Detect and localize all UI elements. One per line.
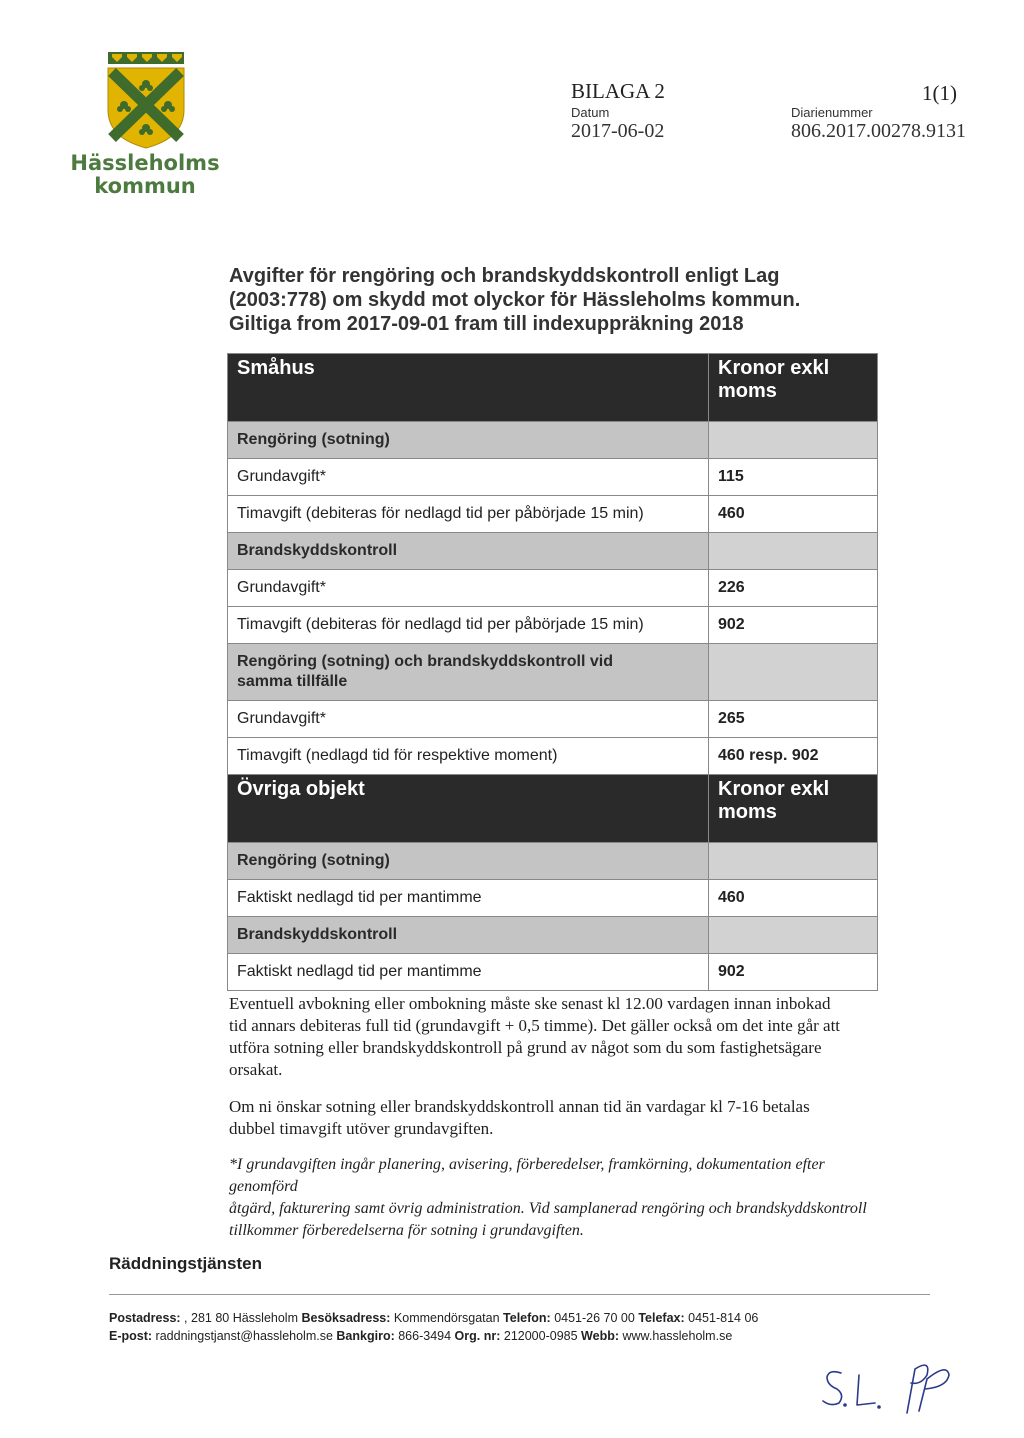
timavgift-combined-label: Timavgift (nedlagd tid för respektive moment)	[228, 738, 709, 775]
section-row	[228, 422, 878, 459]
municipality-coat-of-arms-logo	[104, 50, 188, 150]
brand-grund-value: 226	[709, 570, 878, 607]
section-row	[228, 917, 878, 954]
telefon-label: Telefon:	[503, 1311, 551, 1325]
rengoring-grund-value: 115	[709, 459, 878, 496]
title-line: Giltiga from 2017-09-01 fram till indexuppräkning 2018	[229, 313, 744, 335]
webb-value[interactable]: www.hassleholm.se	[622, 1329, 733, 1343]
document-title	[229, 264, 869, 336]
besoksadress-label: Besöksadress:	[301, 1311, 391, 1325]
section-row	[228, 843, 878, 880]
brand-tim-value: 902	[709, 607, 878, 644]
paragraph-line: utföra sotning eller brandskyddskontroll på grund av något som du som fastighetsägare	[229, 1038, 822, 1057]
dubbel-timavgift-paragraph	[229, 1096, 879, 1140]
mantimme-label: Faktiskt nedlagd tid per mantimme	[228, 954, 709, 991]
price-header-line1: Kronor exkl	[718, 357, 830, 379]
avbokning-paragraph	[229, 993, 879, 1081]
section-ovriga-rengoring: Rengöring (sotning)	[228, 843, 709, 880]
section-blank-cell	[709, 917, 878, 954]
grundavgift-label: Grundavgift*	[228, 459, 709, 496]
epost-label: E-post:	[109, 1329, 153, 1343]
orgnr-value: 212000-0985	[503, 1329, 578, 1343]
datum-label: Datum	[571, 105, 610, 120]
ovriga-rengoring-value: 460	[709, 880, 878, 917]
handwritten-signature	[815, 1345, 965, 1415]
title-line: (2003:778) om skydd mot olyckor för Hässleholms kommun.	[229, 289, 801, 311]
bankgiro-value: 866-3494	[398, 1329, 452, 1343]
section-blank-cell	[709, 533, 878, 570]
section-blank-cell	[709, 644, 878, 701]
paragraph-line: dubbel timavgift utöver grundavgiften.	[229, 1119, 494, 1138]
rengoring-tim-value: 460	[709, 496, 878, 533]
section-ovriga-brand: Brandskyddskontroll	[228, 917, 709, 954]
department-name: Räddningstjänsten	[109, 1254, 263, 1273]
paragraph-line: *I grundavgiften ingår planering, avisering, förberedelser, framkörning, dokumentation efter genomförd	[229, 1156, 825, 1195]
paragraph-line: Om ni önskar sotning eller brandskyddskontroll annan tid än vardagar kl 7-16 betalas	[229, 1097, 810, 1116]
price-header	[709, 775, 878, 843]
section-combined-line1: Rengöring (sotning) och brandskyddskontroll vid	[237, 653, 614, 670]
fee-table	[227, 353, 878, 991]
combined-tim-value: 460 resp. 902	[709, 738, 878, 775]
paragraph-line: tillkommer förberedelserna för sotning i grundavgiften.	[229, 1222, 584, 1239]
section-combined	[228, 644, 709, 701]
section-combined-line2: samma tillfälle	[237, 673, 348, 690]
smahus-header: Småhus	[228, 354, 709, 422]
page-number: 1(1)	[922, 81, 957, 105]
ovriga-objekt-header: Övriga objekt	[228, 775, 709, 843]
section-row	[228, 533, 878, 570]
combined-grund-value: 265	[709, 701, 878, 738]
paragraph-line: orsakat.	[229, 1060, 283, 1079]
paragraph-line: tid annars debiteras full tid (grundavgift + 0,5 timme). Det gäller också om det inte går att	[229, 1016, 841, 1035]
diarienummer-label: Diarienummer	[791, 105, 873, 120]
paragraph-line: Eventuell avbokning eller ombokning måste ske senast kl 12.00 vardagen innan inbokad	[229, 994, 831, 1013]
paragraph-line: åtgärd, fakturering samt övrig administration. Vid samplanerad rengöring och brandskyddskontroll	[229, 1200, 867, 1217]
table-row	[228, 570, 878, 607]
municipality-name	[70, 152, 220, 198]
timavgift-label: Timavgift (debiteras för nedlagd tid per påbörjade 15 min)	[228, 607, 709, 644]
crown-icon	[108, 52, 184, 64]
ovriga-brand-value: 902	[709, 954, 878, 991]
price-header	[709, 354, 878, 422]
grundavgift-footnote	[229, 1154, 879, 1242]
footer-line-2	[109, 1329, 949, 1343]
footer-line-1	[109, 1311, 949, 1325]
epost-value[interactable]: raddningstjanst@hassleholm.se	[155, 1329, 333, 1343]
table-row	[228, 607, 878, 644]
telefax-value: 0451-814 06	[688, 1311, 759, 1325]
price-header-line2: moms	[718, 380, 777, 402]
orgnr-label: Org. nr:	[454, 1329, 501, 1343]
grundavgift-label: Grundavgift*	[228, 570, 709, 607]
telefax-label: Telefax:	[638, 1311, 685, 1325]
section-row	[228, 644, 878, 701]
municipality-name-line1: Hässleholms	[70, 151, 220, 175]
table-row	[228, 701, 878, 738]
table-row	[228, 459, 878, 496]
document-label: BILAGA 2	[571, 79, 665, 103]
bankgiro-label: Bankgiro:	[336, 1329, 395, 1343]
table-header-row	[228, 775, 878, 843]
postadress-label: Postadress:	[109, 1311, 181, 1325]
datum-value: 2017-06-02	[571, 120, 665, 142]
section-blank-cell	[709, 843, 878, 880]
title-line: Avgifter för rengöring och brandskyddskontroll enligt Lag	[229, 265, 780, 287]
timavgift-label: Timavgift (debiteras för nedlagd tid per påbörjade 15 min)	[228, 496, 709, 533]
table-row	[228, 880, 878, 917]
telefon-value: 0451-26 70 00	[554, 1311, 635, 1325]
webb-label: Webb:	[581, 1329, 620, 1343]
price-header-line2: moms	[718, 801, 777, 823]
section-brandskyddskontroll: Brandskyddskontroll	[228, 533, 709, 570]
footer-divider	[109, 1294, 930, 1295]
besoksadress-value: Kommendörsgatan	[393, 1311, 500, 1325]
section-blank-cell	[709, 422, 878, 459]
diarienummer-value: 806.2017.00278.9131	[791, 120, 966, 142]
grundavgift-label: Grundavgift*	[228, 701, 709, 738]
section-rengoring: Rengöring (sotning)	[228, 422, 709, 459]
price-header-line1: Kronor exkl	[718, 778, 830, 800]
postadress-value: , 281 80 Hässleholm	[184, 1311, 298, 1325]
table-row	[228, 496, 878, 533]
mantimme-label: Faktiskt nedlagd tid per mantimme	[228, 880, 709, 917]
table-row	[228, 954, 878, 991]
municipality-name-line2: kommun	[94, 174, 196, 198]
table-row	[228, 738, 878, 775]
table-header-row	[228, 354, 878, 422]
